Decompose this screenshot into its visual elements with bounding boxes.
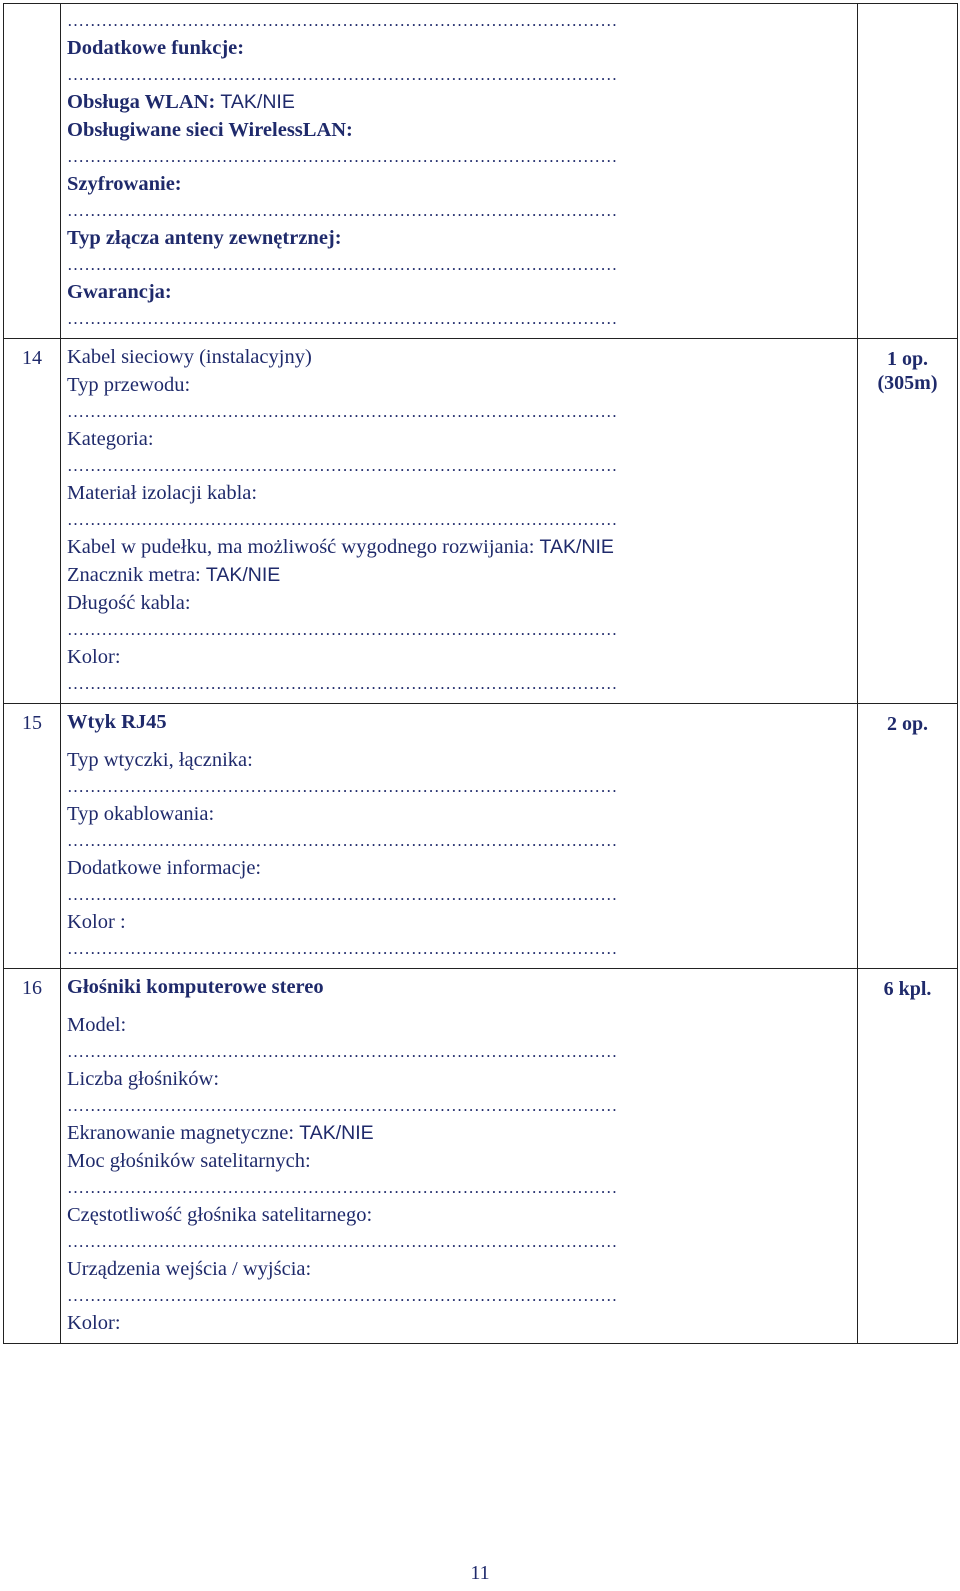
item-description <box>61 969 858 1344</box>
item-quantity <box>858 339 958 704</box>
spec-line <box>67 278 851 306</box>
spec-line <box>67 800 851 828</box>
spec-label: Moc głośników satelitarnych: <box>67 1150 311 1172</box>
fill-in-dots: …………………………………………………………………………………… <box>67 309 618 328</box>
fill-in-dots: …………………………………………………………………………………… <box>67 1042 618 1061</box>
spec-label: Kolor: <box>67 1312 121 1334</box>
spec-line <box>67 708 851 736</box>
spec-line <box>67 371 851 399</box>
fill-in-dots: …………………………………………………………………………………… <box>67 1178 618 1197</box>
fill-in-dots: …………………………………………………………………………………… <box>67 885 618 904</box>
item-quantity <box>858 969 958 1344</box>
spec-line <box>67 1147 851 1175</box>
item-description <box>61 4 858 339</box>
fill-in-dots: …………………………………………………………………………………… <box>67 201 618 220</box>
item-description <box>61 704 858 969</box>
spec-line <box>67 425 851 453</box>
spec-label: Obsługiwane sieci WirelessLAN: <box>67 119 353 141</box>
fill-in-dots: …………………………………………………………………………………… <box>67 147 618 166</box>
table-body <box>4 4 958 1344</box>
table-row <box>4 4 958 339</box>
spec-label: Kolor: <box>67 646 121 668</box>
spec-value: TAK/NIE <box>220 91 295 113</box>
table-row <box>4 339 958 704</box>
spec-label: Typ wtyczki, łącznika: <box>67 749 253 771</box>
fill-in-dots: …………………………………………………………………………………… <box>67 65 618 84</box>
spec-line <box>67 1309 851 1337</box>
spec-line <box>67 88 851 116</box>
fill-in-dots: …………………………………………………………………………………… <box>67 456 618 475</box>
fill-in-dots: …………………………………………………………………………………… <box>67 11 618 30</box>
fill-in-dots: …………………………………………………………………………………… <box>67 777 618 796</box>
item-description <box>61 339 858 704</box>
spec-line <box>67 1065 851 1093</box>
spec-label: Częstotliwość głośnika satelitarnego: <box>67 1204 373 1226</box>
fill-in-dots: …………………………………………………………………………………… <box>67 510 618 529</box>
spec-line <box>67 343 851 371</box>
spec-label: Głośniki komputerowe stereo <box>67 976 324 998</box>
spec-line <box>67 533 851 561</box>
item-number: 16 <box>4 969 61 1344</box>
specification-table <box>3 3 958 1344</box>
spec-label: Typ przewodu: <box>67 374 191 396</box>
page-number: 11 <box>470 1562 490 1584</box>
fill-in-dots: …………………………………………………………………………………… <box>67 674 618 693</box>
fill-in-dots: …………………………………………………………………………………… <box>67 255 618 274</box>
spacer <box>67 1001 851 1011</box>
spec-label: Kategoria: <box>67 428 154 450</box>
spec-label: Szyfrowanie: <box>67 173 182 195</box>
spec-value: TAK/NIE <box>539 536 614 558</box>
spec-line <box>67 908 851 936</box>
spec-label: Liczba głośników: <box>67 1068 220 1090</box>
fill-in-dots: …………………………………………………………………………………… <box>67 1232 618 1251</box>
spec-label: Ekranowanie magnetyczne: <box>67 1122 295 1144</box>
spec-label: Urządzenia wejścia / wyjścia: <box>67 1258 312 1280</box>
spec-line <box>67 561 851 589</box>
spec-line <box>67 746 851 774</box>
spec-line <box>67 116 851 144</box>
quantity-detail: (305m) <box>877 372 938 394</box>
spec-line <box>67 643 851 671</box>
spec-label: Dodatkowe funkcje: <box>67 37 245 59</box>
spec-line <box>67 1201 851 1229</box>
table-row <box>4 969 958 1344</box>
spec-line <box>67 224 851 252</box>
spec-line <box>67 854 851 882</box>
spec-line <box>67 589 851 617</box>
spec-label: Typ okablowania: <box>67 803 215 825</box>
spec-label: Dodatkowe informacje: <box>67 857 262 879</box>
fill-in-dots: …………………………………………………………………………………… <box>67 939 618 958</box>
spec-label: Kolor : <box>67 911 126 933</box>
spec-label: Kabel w pudełku, ma możliwość wygodnego rozwijania: <box>67 536 535 558</box>
spec-line <box>67 34 851 62</box>
spec-value: TAK/NIE <box>205 564 281 586</box>
spec-line <box>67 973 851 1001</box>
item-number <box>4 4 61 339</box>
spec-label: Model: <box>67 1014 127 1036</box>
spec-label: Obsługa WLAN: <box>67 91 216 113</box>
item-quantity <box>858 704 958 969</box>
spec-label: Znacznik metra: <box>67 564 201 586</box>
spec-line <box>67 479 851 507</box>
spacer <box>67 736 851 746</box>
fill-in-dots: …………………………………………………………………………………… <box>67 1096 618 1115</box>
item-quantity <box>858 4 958 339</box>
fill-in-dots: …………………………………………………………………………………… <box>67 831 618 850</box>
spec-label: Kabel sieciowy (instalacyjny) <box>67 346 312 368</box>
spec-line <box>67 1011 851 1039</box>
quantity-value: 6 kpl. <box>883 978 932 1000</box>
spec-line <box>67 1255 851 1283</box>
spec-value: TAK/NIE <box>299 1122 374 1144</box>
item-number: 15 <box>4 704 61 969</box>
fill-in-dots: …………………………………………………………………………………… <box>67 402 618 421</box>
spec-label: Typ złącza anteny zewnętrznej: <box>67 227 342 249</box>
quantity-value: 1 op. <box>886 348 929 370</box>
spec-label: Długość kabla: <box>67 592 191 614</box>
spec-label: Materiał izolacji kabla: <box>67 482 258 504</box>
spec-line <box>67 170 851 198</box>
spec-label: Gwarancja: <box>67 281 172 303</box>
item-number: 14 <box>4 339 61 704</box>
table-row <box>4 704 958 969</box>
spec-label: Wtyk RJ45 <box>67 711 167 733</box>
quantity-value: 2 op. <box>886 713 929 735</box>
spec-line <box>67 1119 851 1147</box>
fill-in-dots: …………………………………………………………………………………… <box>67 1286 618 1305</box>
fill-in-dots: …………………………………………………………………………………… <box>67 620 618 639</box>
